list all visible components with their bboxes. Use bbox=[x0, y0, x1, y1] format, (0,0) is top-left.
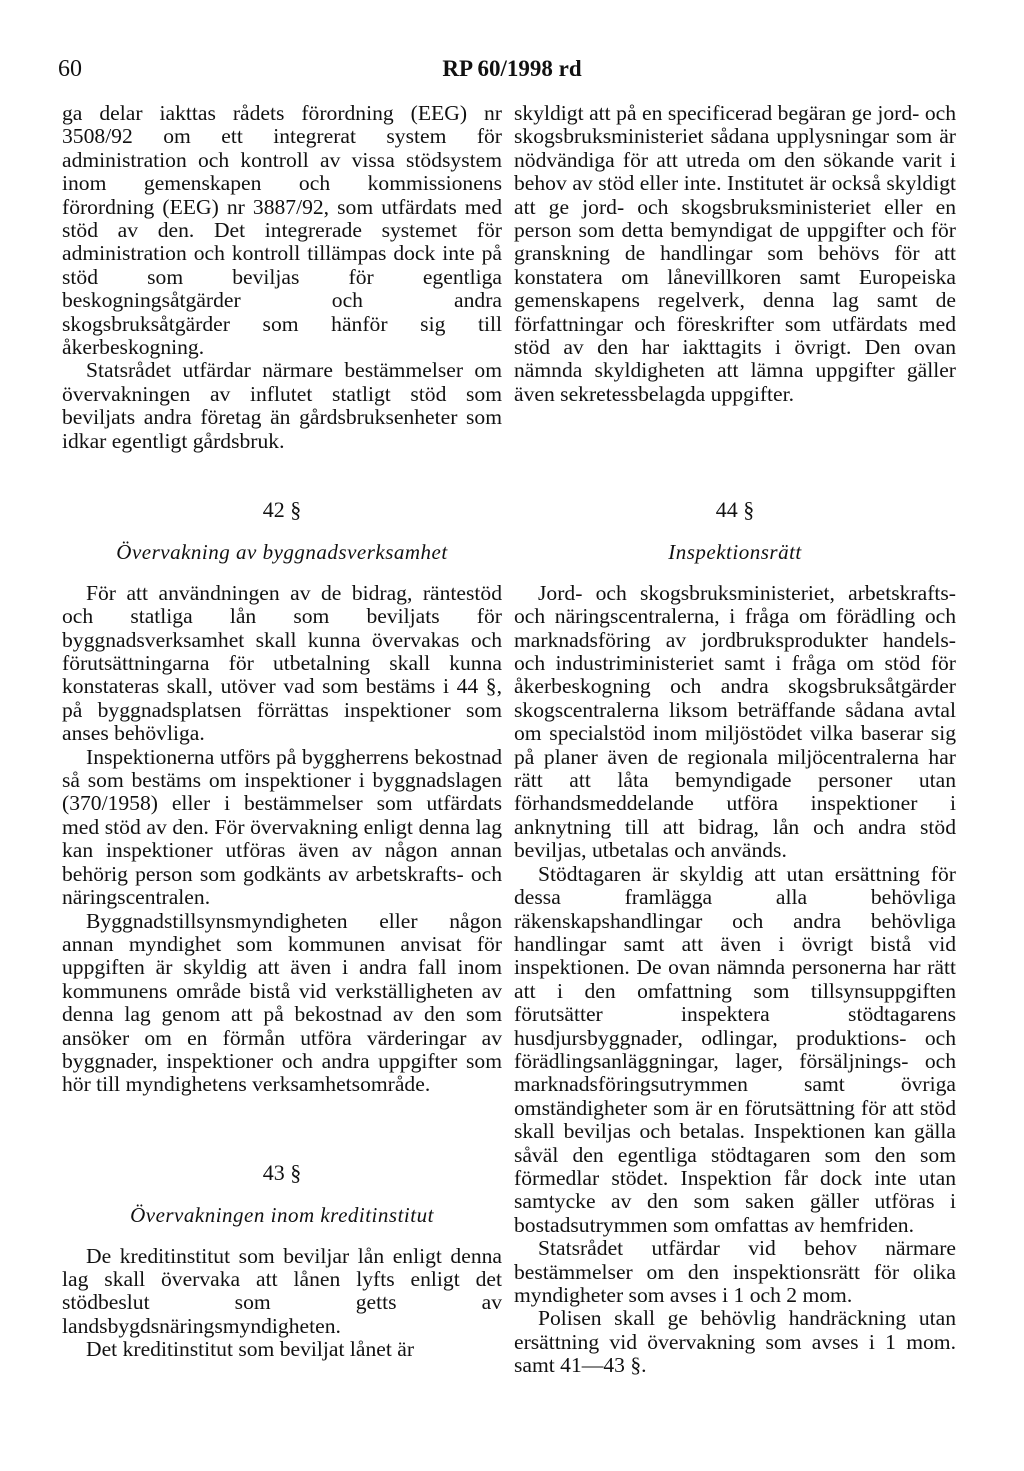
paragraph: För att användningen av de bidrag, räntestöd och statliga lån som beviljats för byggnadsverksamhet skall kunna övervakas och förutsättningarna för utbetalning skall kunna konstateras skall, utöver vad som bestäms i 44 §, på byggnadsplatsen förrättas inspektioner som anses behövliga. bbox=[62, 580, 502, 746]
paragraph: Det kreditinstitut som beviljat lånet är bbox=[86, 1337, 415, 1362]
paragraph: Polisen skall ge behövlig handräckning utan ersättning vid övervakning som avses i 1 mom. samt 41—43 §. bbox=[514, 1306, 956, 1378]
paragraph: Byggnadstillsynsmyndigheten eller någon annan myndighet som kommunen anvisat för uppgiften är skyldig att även i andra fall inom kommunens område bistå vid verkställigheten av denna lag genom att på bekostnad av den som ansöker om en förmån utföra värderingar av byggnader, inspektioner och andra uppgifter som hör till myndighetens verksamhetsområde. bbox=[62, 908, 502, 1097]
paragraph: ga delar iakttas rådets förordning (EEG) nr 3508/92 om ett integrerat system för administration och kontroll av vissa stödsystem inom gemenskapen och kommissionens förordning (EEG) nr 3887/92, som utfärdats med stöd av den. Det integrerade systemet för administration och kontroll tillämpas dock inte på stöd som beviljas för egentliga beskogningsåtgärder och andra skogsbruksåtgärder som hänför sig till åkerbeskogning. bbox=[62, 101, 502, 360]
paragraph: Jord- och skogsbruksministeriet, arbetskrafts- och näringscentralerna, i fråga om förädling och marknadsföring av jordbruksprodukter handels- och industriministeriet samt i fråga om stöd för åkerbeskogning och andra skogsbruksåtgärder skogscentralerna liksom beträffande sådana avtal om specialstöd inom miljöstödet vilka baserar sig på planer även de regionala miljöcentralerna har rätt att låta bemyndigade personer utan förhandsmeddelande utföra inspektioner i anknytning till att bidrag, lån och andra stöd beviljas, utbetalas och används. bbox=[514, 580, 956, 863]
section-title-43: Övervakningen inom kreditinstitut bbox=[130, 1203, 434, 1228]
paragraph: skyldigt att på en specificerad begäran ge jord- och skogsbruksministeriet sådana upplysningar som är nödvändiga för att utreda om den sökande varit i behov av stöd eller inte. Institutet är också skyldigt att ge jord- och skogsbruksministeriet eller en person som detta bemyndigat de uppgifter och för granskning de handlingar som behövs för att konstatera om lånevillkoren samt Europeiska gemenskapens regelverk, denna lag samt de författningar och föreskrifter som utfärdats med stöd av den har iakttagits i övrigt. Den ovan nämnda skyldigheten att lämna uppgifter gäller även sekretessbelagda uppgifter. bbox=[514, 101, 956, 406]
section-number-44: 44 § bbox=[715, 497, 755, 522]
paragraph: Statsrådet utfärdar vid behov närmare bestämmelser om den inspektionsrätt för olika myndigheter som avses i 1 och 2 mom. bbox=[514, 1236, 956, 1307]
section-number-43: 43 § bbox=[262, 1159, 302, 1185]
paragraph: Statsrådet utfärdar närmare bestämmelser om övervakningen av influtet statligt stöd som beviljats andra företag än gårdsbruksenheter som idkar egentligt gårdsbruk. bbox=[62, 358, 502, 453]
section-title-42: Övervakning av byggnadsverksamhet bbox=[116, 540, 448, 565]
section-title-44: Inspektionsrätt bbox=[668, 540, 802, 565]
paragraph: De kreditinstitut som beviljar lån enligt denna lag skall övervaka att lånen lyfts enligt det stödbeslut som getts av landsbygdsnäringsmyndigheten. bbox=[62, 1243, 502, 1338]
right-top-block bbox=[514, 102, 956, 448]
right-column bbox=[514, 102, 956, 1378]
document-id: RP 60/1998 rd bbox=[442, 56, 582, 81]
section-number-42: 42 § bbox=[262, 497, 302, 522]
page-number: 60 bbox=[58, 56, 82, 82]
paragraph: Stödtagaren är skyldig att utan ersättning för dessa framlägga alla behövliga räkenskapshandlingar och andra behövliga handlingar samt att även i övrigt bistå vid inspektionen. De ovan nämnda personerna har rätt att i den omfattning som tillsynsuppgiften förutsätter inspektera stödtagarens husdjursbyggnader, odlingar, produktions- och förädlingsanläggningar, lager, försäljnings- och marknadsföringsutrymmen samt övriga omständigheter som är en förutsättning för att stöd skall beviljas och betalas. Inspektionen kan gälla såväl den egentliga stödtagaren som den som förmedlar stödet. Inspektion får dock inte utan samtycke av den som saken gäller utföras i bostadsutrymmen som omfattas av hemfriden. bbox=[514, 861, 956, 1237]
left-column bbox=[62, 102, 502, 1362]
left-top-block bbox=[62, 101, 502, 453]
paragraph: Inspektionerna utförs på byggherrens bekostnad så som bestäms om inspektioner i byggnadslagen (370/1958) eller i bestämmelser som utfärdats med stöd av den. För övervakning enligt denna lag kan inspektioner utföras även av någon annan behörig person som godkänts av arbetskrafts- och näringscentralen. bbox=[62, 744, 502, 910]
